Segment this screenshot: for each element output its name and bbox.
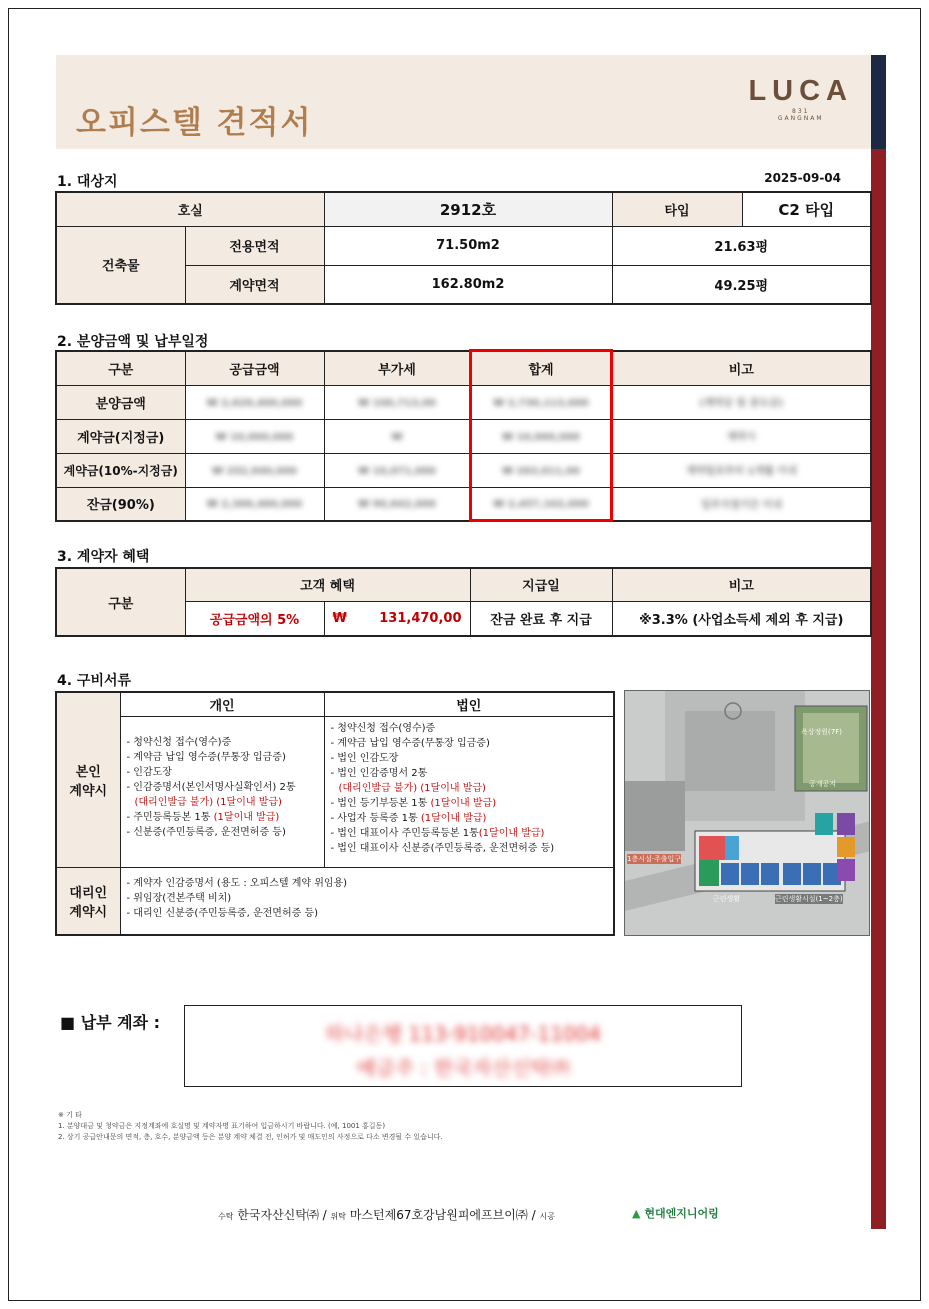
contract-label: 계약면적	[185, 265, 324, 304]
row-note: 계약시	[726, 432, 756, 443]
proxy-label-1: 대리인	[69, 885, 108, 901]
col-header: 부가세	[324, 351, 470, 385]
side-bar-navy	[871, 55, 886, 149]
total-amount: ₩ 10,000,000	[502, 431, 580, 443]
self-contract-label	[56, 692, 120, 867]
exclusive-m2: 71.50m2	[324, 226, 612, 265]
row-note: (계약금 및 중도금)	[699, 398, 784, 409]
doc-item: - 법인 인감증명서 2통	[330, 767, 428, 779]
trustee-prefix: 수탁	[218, 1212, 234, 1221]
type-value: C2 타입	[742, 192, 871, 226]
proxy-docs	[120, 867, 614, 935]
doc-item: - 대리인 신분증(주민등록증, 운전면허증 등)	[126, 907, 319, 919]
doc-item: - 신분증(주민등록증, 운전면허증 등)	[126, 826, 286, 838]
note-title: ※ 기 타	[58, 1111, 82, 1119]
benefit-table	[55, 567, 872, 637]
doc-item: - 위임장(견본주택 비치)	[126, 892, 232, 904]
self-label-2: 계약시	[69, 783, 108, 799]
doc-item: - 법인 대표이사 신분증(주민등록증, 운전면허증 등)	[330, 842, 555, 854]
logo-main: LUCA	[748, 75, 853, 107]
benefit-desc: 공급금액의 5%	[185, 601, 324, 636]
account-holder: 예금주 : 한국자산신탁㈜	[356, 1056, 570, 1080]
doc-item: - 주민등록등본 1통 (1달이내 발급)	[126, 811, 280, 823]
benefit-header: 고객 혜택	[185, 568, 470, 601]
col-header: 비고	[612, 351, 871, 385]
section3-heading: 3. 계약자 혜택	[57, 549, 150, 565]
doc-item: - 계약자 인감증명서 (용도 : 오피스텔 계약 위임용)	[126, 877, 348, 889]
doc-item: - 인감증명서(본인서명사실확인서) 2통	[126, 781, 296, 793]
contract-m2: 162.80m2	[324, 265, 612, 304]
doc-item: - 계약금 납입 영수증(무통장 입금증)	[330, 737, 490, 749]
consignor: 마스턴제67호강남원피에프브이㈜ /	[349, 1208, 540, 1222]
trustee: 한국자산신탁㈜ /	[237, 1208, 331, 1222]
logo-sub: GANGNAM	[777, 115, 824, 122]
payment-label: ■ 납부 계좌 :	[60, 1013, 161, 1032]
doc-item: - 법인 등기부등본 1통 (1달이내 발급)	[330, 797, 497, 809]
luca-logo	[748, 75, 853, 122]
proxy-contract-label	[56, 867, 120, 935]
total-highlight-box	[469, 349, 613, 522]
total-amount: ₩ 2,730,113,000	[493, 397, 589, 409]
row-note: 계약일로부터 1개월 이내	[685, 466, 797, 477]
col-header: 공급금액	[185, 351, 324, 385]
vat-amount: ₩ 90,642,000	[358, 499, 436, 511]
site-label: 공개공지	[809, 780, 837, 788]
supply-amount: ₩ 10,000,000	[215, 431, 294, 443]
proxy-label-2: 계약시	[69, 904, 108, 920]
unit-label: 호실	[56, 192, 324, 226]
page-title: 오피스텔 견적서	[76, 105, 313, 141]
documents-table	[55, 691, 615, 936]
benefit-amount: 131,470,00	[379, 610, 462, 626]
row-label: 분양금액	[56, 385, 185, 419]
doc-item: - 사업자 등록증 1통 (1달이내 발급)	[330, 812, 487, 824]
total-amount: ₩ 263,011,00	[502, 465, 580, 477]
currency-sign: ₩	[332, 610, 347, 626]
header-banner	[56, 55, 871, 149]
section2-heading: 2. 분양금액 및 납부일정	[57, 334, 209, 350]
doc-item: (대리인발급 불가) (1달이내 발급)	[134, 796, 282, 808]
site-plan-image	[624, 690, 870, 936]
note-item: 1. 분양대금 및 청약금은 지정계좌에 호실명 및 계약자명 표기하여 입금하시기 바랍니다. (예, 1001 홍길동)	[58, 1121, 386, 1130]
site-label: 근린생활시설(1~2층)	[775, 895, 843, 903]
doc-item: - 인감도장	[126, 766, 172, 778]
target-table	[55, 191, 872, 305]
doc-item: - 법인 인감도장	[330, 752, 399, 764]
note-item: 2. 상기 공급안내문의 면적, 층, 호수, 분양금액 등은 분양 계약 체결 전, 인허가 및 매도인의 사정으로 다소 변경될 수 있습니다.	[58, 1132, 443, 1141]
type-label: 타입	[612, 192, 742, 226]
site-label: 근린생활	[713, 895, 741, 903]
supply-amount: ₩ 252,940,000	[212, 465, 297, 477]
footer-parties	[218, 1206, 555, 1223]
row-label: 계약금(지정금)	[56, 419, 185, 453]
benefit-col-label: 구분	[56, 568, 185, 636]
section4-heading: 4. 구비서류	[57, 673, 132, 689]
doc-item: - 청약신청 접수(영수)증	[330, 722, 436, 734]
doc-item: - 계약금 납입 영수증(무통장 입금증)	[126, 751, 286, 763]
total-amount: ₩ 2,457,102,000	[493, 499, 589, 511]
building-label: 건축물	[56, 226, 185, 304]
doc-item: (대리인발급 불가) (1달이내 발급)	[338, 782, 486, 794]
notes	[58, 1110, 443, 1143]
col-corporate: 법인	[324, 692, 614, 716]
note-value: ※3.3% (사업소득세 제외 후 지급)	[612, 601, 871, 636]
doc-item: - 법인 대표이사 주민등록등본 1통(1달이내 발급)	[330, 827, 545, 839]
supply-amount: ₩ 2,629,400,000	[206, 397, 303, 409]
row-label: 잔금(90%)	[56, 487, 185, 521]
vat-amount: ₩ 10,071,000	[358, 465, 436, 477]
builder-name: 현대엔지니어링	[644, 1207, 719, 1220]
corporate-docs	[324, 716, 614, 867]
contract-py: 49.25평	[612, 265, 871, 304]
builder-logo-icon: ▲	[632, 1207, 641, 1220]
exclusive-label: 전용면적	[185, 226, 324, 265]
account-number: 하나은행 113-910047-11004	[324, 1022, 602, 1046]
side-bar-maroon	[871, 149, 886, 1229]
payment-account-box	[184, 1005, 742, 1087]
benefit-amount-cell	[324, 601, 470, 636]
logo-num: 831	[792, 108, 810, 115]
note-header: 비고	[612, 568, 871, 601]
section1-heading: 1. 대상지	[57, 174, 118, 190]
exclusive-py: 21.63평	[612, 226, 871, 265]
vat-amount: ₩	[391, 431, 403, 443]
col-header: 합계	[470, 351, 612, 385]
col-header: 구분	[56, 351, 185, 385]
quote-date: 2025-09-04	[764, 171, 841, 185]
doc-item: - 청약신청 접수(영수)증	[126, 736, 232, 748]
site-label: 옥상정원(7F)	[801, 728, 842, 736]
col-personal: 개인	[120, 692, 324, 716]
builder-prefix: 시공	[539, 1212, 555, 1221]
vat-amount: ₩ 100,713,00	[358, 397, 436, 409]
consignor-prefix: 위탁	[330, 1212, 346, 1221]
pay-value: 잔금 완료 후 지급	[470, 601, 612, 636]
site-label: 1층시설·주출입구	[627, 855, 682, 863]
row-note: 입주지정기간 이내	[700, 499, 782, 511]
row-label: 계약금(10%-지정금)	[56, 453, 185, 487]
self-label-1: 본인	[75, 764, 101, 780]
price-table	[55, 350, 872, 522]
personal-docs	[120, 716, 324, 867]
builder-logo	[632, 1205, 719, 1221]
pay-header: 지급일	[470, 568, 612, 601]
unit-value: 2912호	[324, 192, 612, 226]
supply-amount: ₩ 2,366,460,000	[206, 499, 303, 511]
